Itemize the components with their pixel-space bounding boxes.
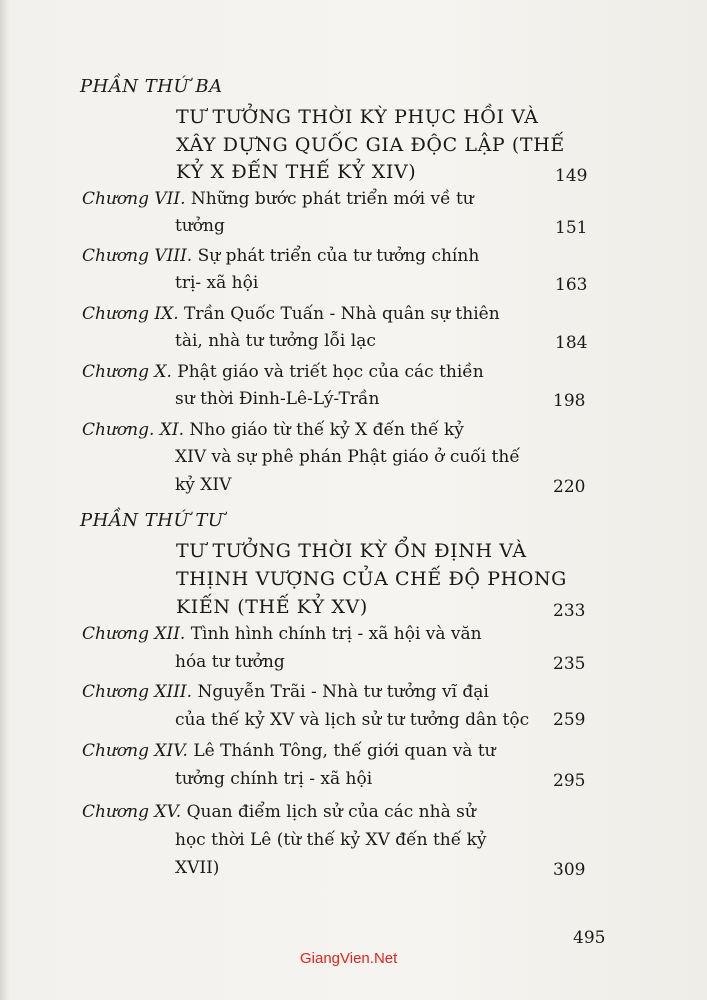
part3-heading-line3: KỶ X ĐẾN THẾ KỶ XIV) (176, 161, 417, 183)
chapter-page: 198 (553, 391, 586, 411)
chapter-title-cont: tưởng (175, 216, 225, 236)
chapter-label: Chương X. (82, 362, 172, 382)
part4-heading-line1: TƯ TƯỞNG THỜI KỲ ỔN ĐỊNH VÀ (176, 540, 527, 562)
chapter-title: Sự phát triển của tư tưởng chính (197, 246, 480, 266)
part3-heading-line1: TƯ TƯỞNG THỜI KỲ PHỤC HỒI VÀ (176, 106, 539, 128)
chapter-title-cont: trị- xã hội (175, 273, 259, 293)
chapter-title-cont: của thế kỷ XV và lịch sử tư tưởng dân tộc (175, 710, 530, 730)
chapter-label: Chương XV. (82, 802, 182, 822)
chapter-title: Lê Thánh Tông, thế giới quan và tư (193, 741, 496, 761)
part3-heading-line2: XÂY DỰNG QUỐC GIA ĐỘC LẬP (THẾ (176, 134, 565, 156)
part4-heading-line3: KIẾN (THẾ KỶ XV) (176, 596, 368, 618)
chapter-label: Chương XII. (82, 624, 186, 644)
part4-heading-line2: THỊNH VƯỢNG CỦA CHẾ ĐỘ PHONG (176, 568, 567, 590)
toc-entry-ch12[interactable] (82, 620, 482, 648)
chapter-title: Phật giáo và triết học của các thiền (177, 362, 484, 382)
chapter-page: 309 (553, 860, 586, 880)
toc-entry-ch11[interactable] (82, 416, 464, 444)
chapter-title-cont: tưởng chính trị - xã hội (175, 769, 373, 789)
toc-entry-ch8[interactable] (82, 242, 479, 270)
chapter-page: 235 (553, 654, 586, 674)
chapter-page: 220 (553, 477, 586, 497)
chapter-title: Nho giáo từ thế kỷ X đến thế kỷ (189, 420, 464, 440)
toc-entry-ch10[interactable] (82, 358, 484, 386)
watermark: GiangVien.Net (300, 950, 398, 967)
chapter-label: Chương XIII. (82, 682, 193, 702)
chapter-title: Trần Quốc Tuấn - Nhà quân sự thiên (184, 304, 500, 324)
chapter-page: 163 (555, 275, 588, 295)
part3-page: 149 (555, 166, 588, 186)
part3-title: PHẦN THỨ BA (80, 76, 223, 97)
chapter-title-cont: hóa tư tưởng (175, 652, 285, 672)
chapter-title-cont: XVII) (175, 858, 220, 878)
chapter-page: 184 (555, 333, 588, 353)
chapter-page: 259 (553, 710, 586, 730)
chapter-title: Quan điểm lịch sử của các nhà sử (186, 802, 476, 822)
chapter-title: Nguyễn Trãi - Nhà tư tưởng vĩ đại (197, 682, 489, 702)
toc-entry-ch14[interactable] (82, 737, 496, 765)
part4-page: 233 (553, 601, 586, 621)
chapter-label: Chương. XI. (82, 420, 184, 440)
toc-entry-ch7[interactable] (82, 185, 474, 213)
page-number: 495 (573, 928, 606, 948)
chapter-title-cont: XIV và sự phê phán Phật giáo ở cuối thế (175, 447, 520, 467)
chapter-label: Chương VIII. (82, 246, 193, 266)
chapter-title-cont: kỷ XIV (175, 475, 232, 495)
chapter-title: Tình hình chính trị - xã hội và văn (190, 624, 482, 644)
chapter-title-cont: tài, nhà tư tưởng lỗi lạc (175, 331, 376, 351)
chapter-title-cont: sư thời Đinh-Lê-Lý-Trần (175, 389, 380, 409)
chapter-label: Chương XIV. (82, 741, 188, 761)
toc-entry-ch15[interactable] (82, 798, 476, 826)
chapter-label: Chương IX. (82, 304, 179, 324)
toc-entry-ch13[interactable] (82, 678, 489, 706)
chapter-title-cont: học thời Lê (từ thế kỷ XV đến thế kỷ (175, 830, 487, 850)
chapter-title: Những bước phát triển mới về tư (190, 189, 474, 209)
part4-title: PHẦN THỨ TƯ (80, 510, 224, 531)
chapter-label: Chương VII. (82, 189, 186, 209)
chapter-page: 151 (555, 218, 588, 238)
chapter-page: 295 (553, 771, 586, 791)
toc-entry-ch9[interactable] (82, 300, 500, 328)
